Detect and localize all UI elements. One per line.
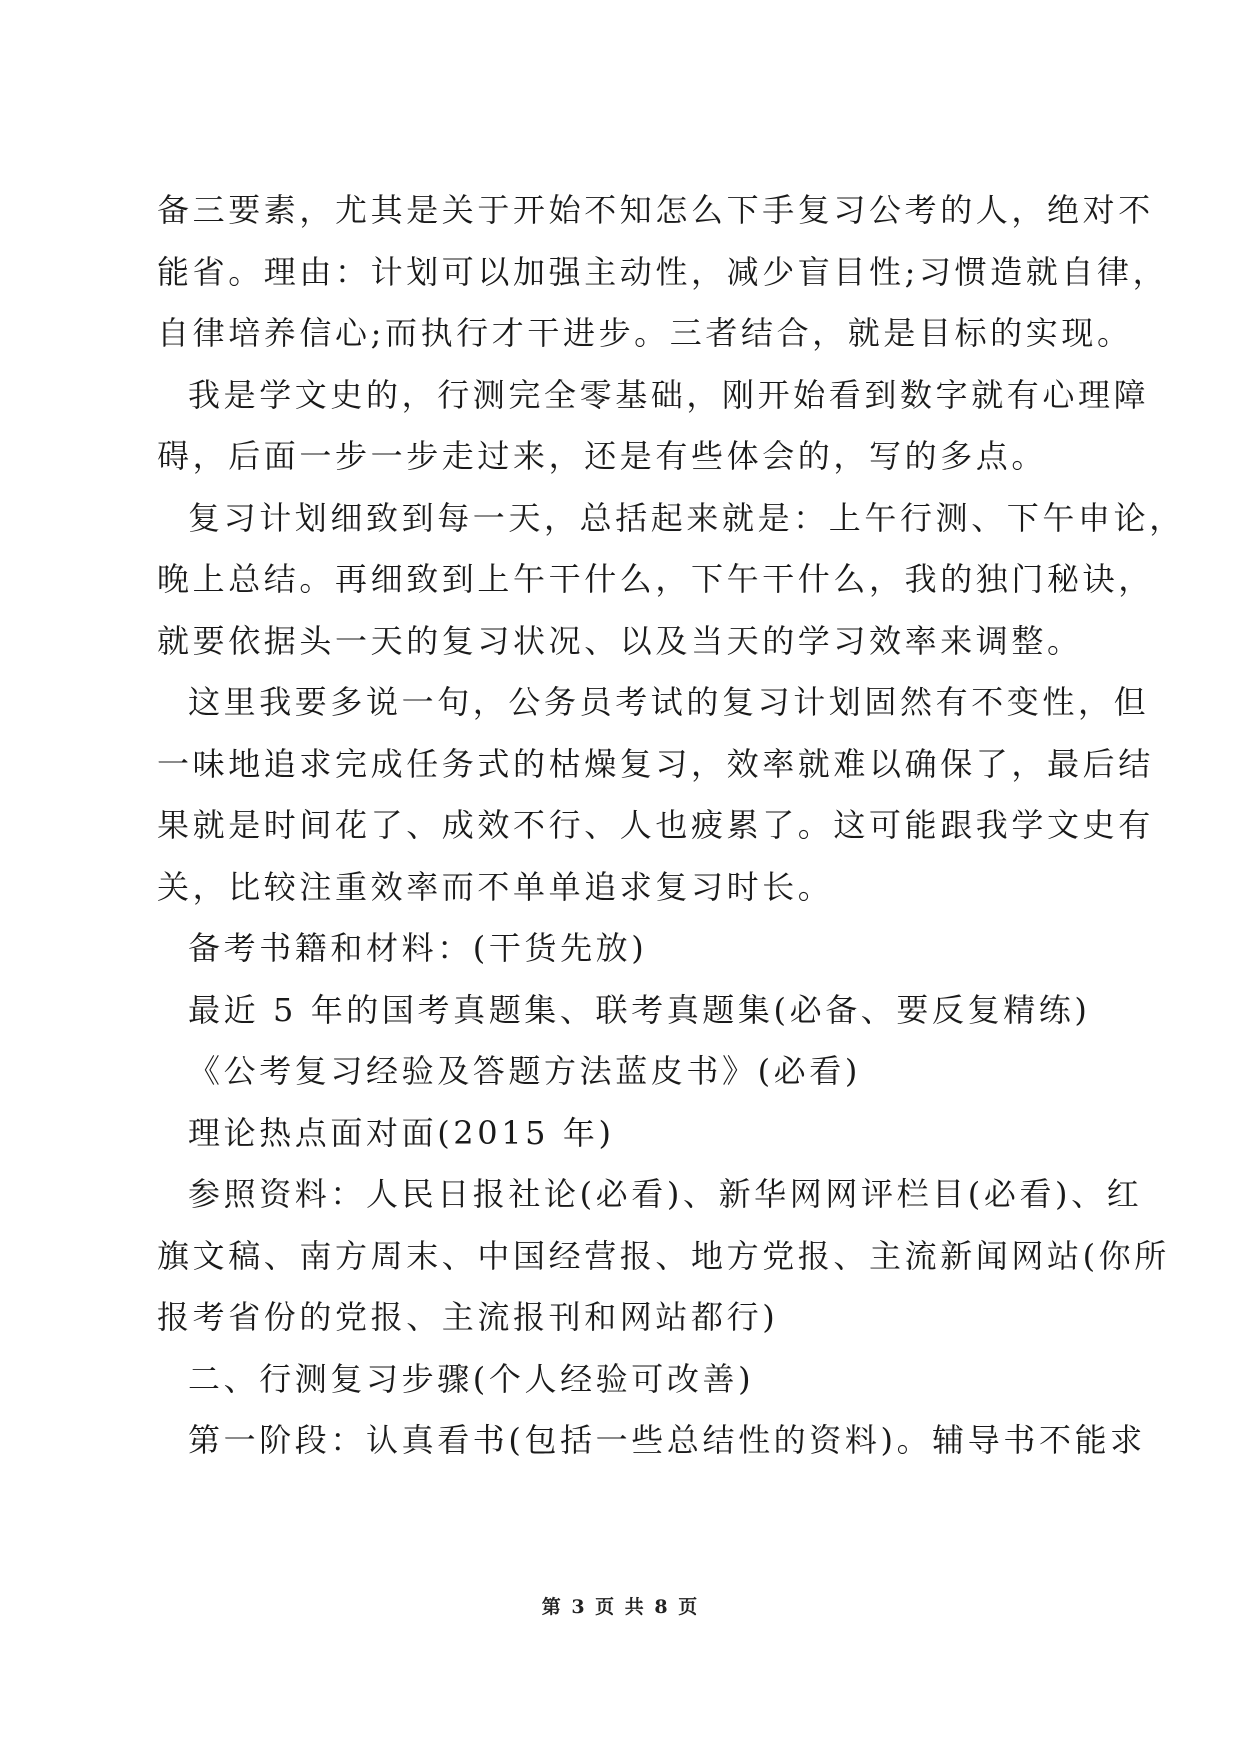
text-line: 报考省份的党报、主流报刊和网站都行) <box>157 1298 779 1336</box>
list-item-line: 《公考复习经验及答题方法蓝皮书》(必看) <box>188 1052 861 1090</box>
paragraph-start-line: 复习计划细致到每一天，总括起来就是：上午行测、下午申论， <box>188 498 1185 537</box>
text-line: 自律培养信心;而执行才干进步。三者结合，就是目标的实现。 <box>157 314 1133 352</box>
text-line: 就要依据头一天的复习状况、以及当天的学习效率来调整。 <box>157 621 1083 660</box>
text-line: 晚上总结。再细致到上午干什么，下午干什么，我的独门秘诀， <box>157 560 1154 598</box>
paragraph-start-line: 第一阶段：认真看书(包括一些总结性的资料)。辅导书不能求 <box>188 1421 1146 1459</box>
paragraph-start-line: 这里我要多说一句，公务员考试的复习计划固然有不变性，但 <box>188 683 1150 721</box>
list-item-line: 最近 5 年的国考真题集、联考真题集(必备、要反复精练) <box>188 990 1091 1029</box>
text-line: 碍，后面一步一步走过来，还是有些体会的，写的多点。 <box>157 437 1048 475</box>
text-line: 能省。理由：计划可以加强主动性，减少盲目性;习惯造就自律， <box>157 252 1169 291</box>
text-line: 备三要素，尤其是关于开始不知怎么下手复习公考的人，绝对不 <box>157 191 1154 229</box>
paragraph-start-line: 我是学文史的，行测完全零基础，刚开始看到数字就有心理障 <box>188 375 1150 414</box>
document-body <box>157 180 1185 1472</box>
section-heading-line: 二、行测复习步骤(个人经验可改善) <box>188 1359 755 1398</box>
section-heading-line: 备考书籍和材料：(干货先放) <box>188 929 648 967</box>
page-number-footer: 第 3 页 共 8 页 <box>541 1596 700 1618</box>
list-item-line: 理论热点面对面(2015 年) <box>188 1113 615 1152</box>
text-line: 一味地追求完成任务式的枯燥复习，效率就难以确保了，最后结 <box>157 744 1154 783</box>
text-line: 旗文稿、南方周末、中国经营报、地方党报、主流新闻网站(你所 <box>157 1236 1170 1275</box>
text-line: 关，比较注重效率而不单单追求复习时长。 <box>157 867 834 906</box>
text-line: 果就是时间花了、成效不行、人也疲累了。这可能跟我学文史有 <box>157 806 1154 844</box>
paragraph-start-line: 参照资料：人民日报社论(必看)、新华网网评栏目(必看)、红 <box>188 1175 1143 1213</box>
